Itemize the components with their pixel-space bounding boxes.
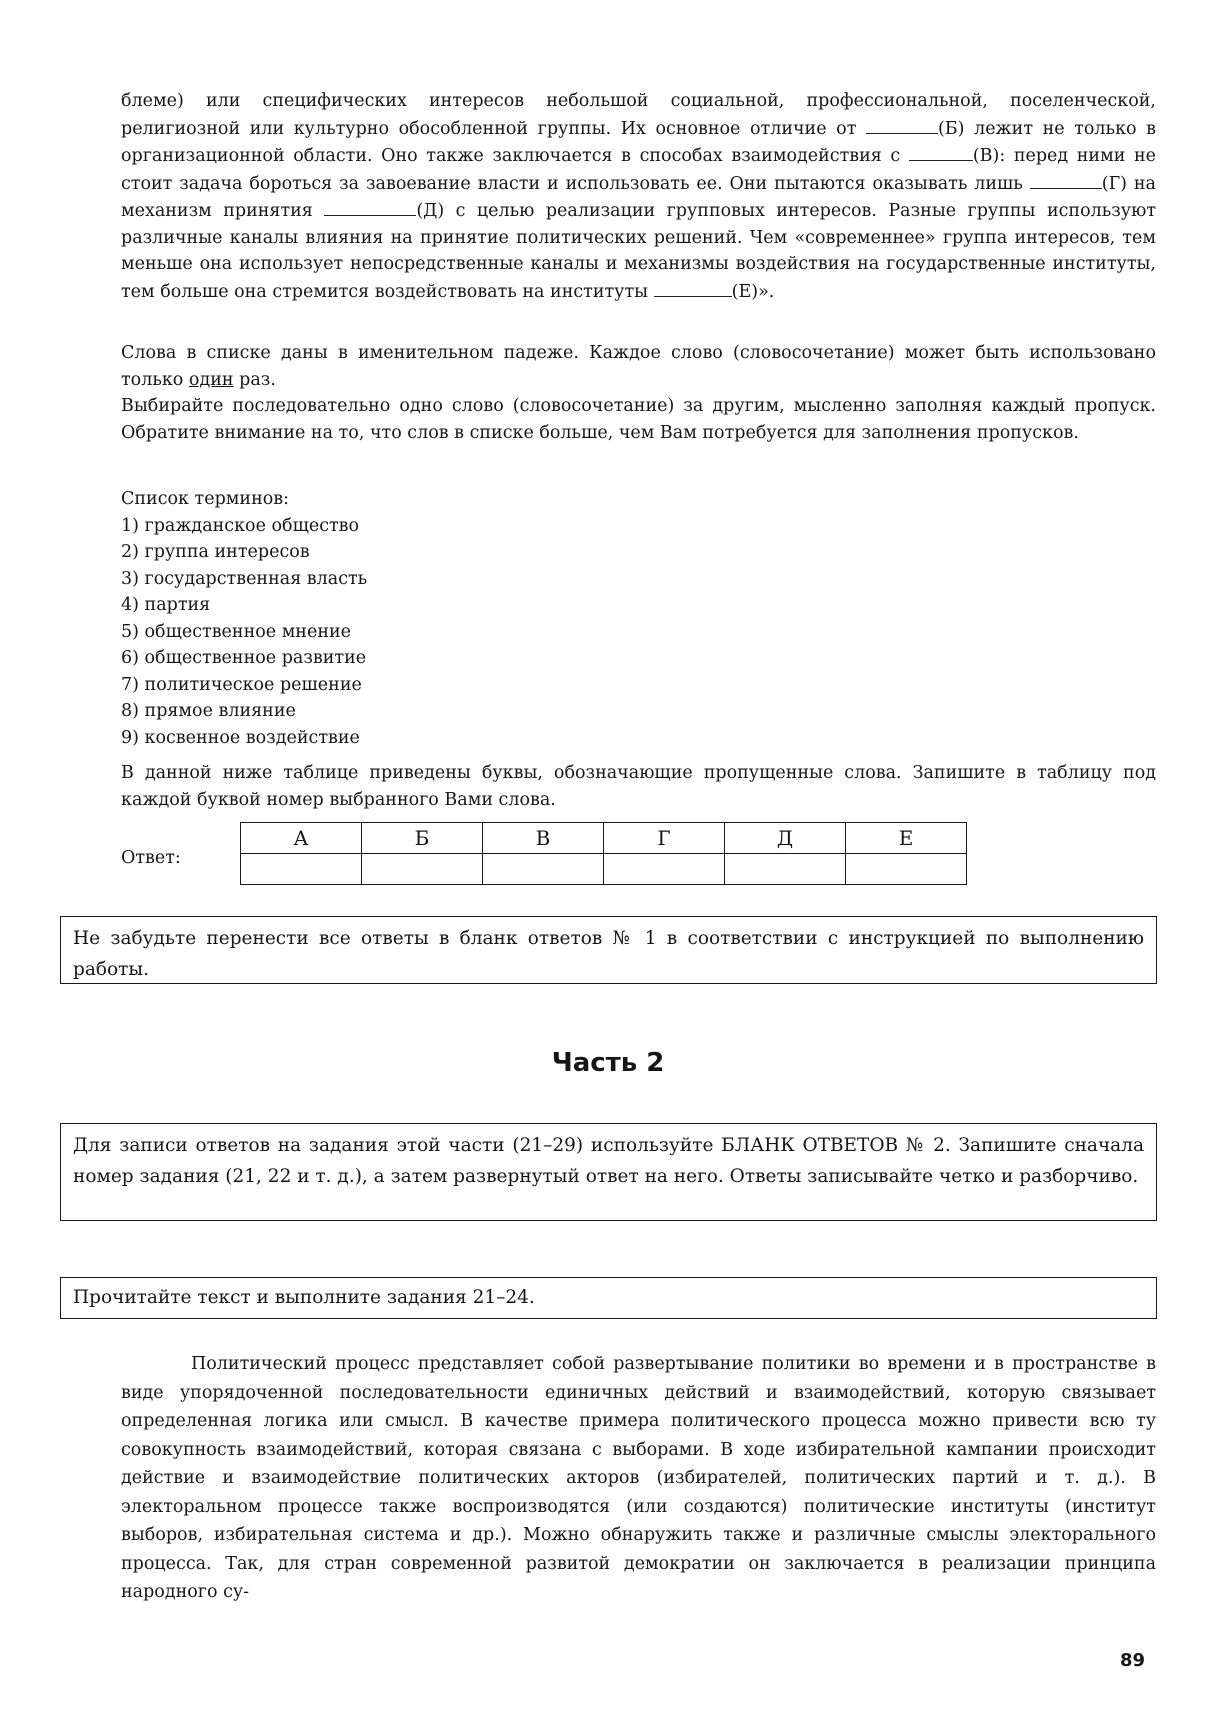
- term-item: 7) политическое решение: [121, 674, 362, 695]
- term-item: 3) государственная власть: [121, 568, 368, 589]
- instructions-paragraph-1: [121, 340, 1156, 393]
- term-item: 5) общественное мнение: [121, 621, 352, 642]
- terms-heading: Список терминов:: [121, 489, 290, 509]
- term-item: 6) общественное развитие: [121, 648, 367, 668]
- intro-text-2: (Б) лежит не только в организационной области. Оно также заключается в способах взаимодействия с: [121, 118, 1156, 166]
- intro-text-5: (Д) с целью реализации групповых интересов. Разные группы используют различные каналы влияния на принятие политических решений. Чем «современнее» группа интересов, тем меньше она использует непосредственные каналы и механизмы воздействия на государственные институты, тем больше она стремится воздействовать на институты: [121, 201, 1157, 302]
- blank-g: [1030, 170, 1102, 189]
- answer-table: [240, 822, 967, 885]
- intro-paragraph: [121, 88, 1156, 305]
- intro-text-4: (Г) на механизм принятия: [121, 173, 1156, 221]
- answer-cell-g[interactable]: [604, 854, 725, 885]
- answer-cell-a[interactable]: [241, 854, 362, 885]
- terms-list: [121, 486, 367, 751]
- term-item: 8) прямое влияние: [121, 701, 296, 721]
- answer-letter-e: Е: [846, 823, 967, 854]
- reminder-box: Не забудьте перенести все ответы в бланк ответов № 1 в соответствии с инструкцией по выполнению работы.: [60, 916, 1157, 984]
- instructions-text: Слова в списке даны в именительном падеже. Каждое слово (словосочетание) может быть использовано только: [121, 343, 1156, 390]
- blank-b: [866, 115, 938, 134]
- part2-instruction-box: Для записи ответов на задания этой части (21–29) используйте БЛАНК ОТВЕТОВ № 2. Запишите сначала номер задания (21, 22 и т. д.), а затем развернутый ответ на него. Ответы записывайте четко и разборчиво.: [60, 1123, 1157, 1221]
- page-number: 89: [1120, 1650, 1146, 1671]
- answer-label: Ответ:: [121, 848, 181, 868]
- answer-cell-b[interactable]: [362, 854, 483, 885]
- blank-d: [324, 197, 416, 216]
- answer-input-row: [241, 854, 967, 885]
- intro-text-1: блеме) или специфических интересов небольшой социальной, профессиональной, поселенческой, религиозной или культурно обособленной группы. Их основное отличие от: [121, 91, 1156, 139]
- answer-letter-a: А: [241, 823, 362, 854]
- term-item: 2) группа интересов: [121, 542, 310, 562]
- instructions-underlined-word: один: [188, 369, 234, 390]
- part-title: Часть 2: [551, 1048, 665, 1078]
- instructions-text-end: раз.: [239, 369, 276, 390]
- intro-text-3: (В): перед ними не стоит задача бороться за завоевание власти и использовать ее. Они пытаются оказывать лишь: [121, 146, 1156, 194]
- term-item: 1) гражданское общество: [121, 515, 360, 536]
- answer-cell-v[interactable]: [483, 854, 604, 885]
- answer-letter-d: Д: [725, 823, 846, 854]
- intro-text-6: (Е)».: [731, 281, 775, 302]
- passage-text: Политический процесс представляет собой развертывание политики во времени и в пространстве в виде упорядоченной последовательности единичных действий и взаимодействий, которую связывает определенная логика или смысл. В качестве примера политического процесса можно привести всю ту совокупность взаимодействий, которая связана с выборами. В ходе избирательной кампании происходит действие и взаимодействие политических акторов (избирателей, политических партий и т. д.). В электоральном процессе также воспроизводятся (или создаются) политические институты (институт выборов, избирательная система и др.). Можно обнаружить также и различные смыслы электорального процесса. Так, для стран современной развитой демократии он заключается в реализации принципа народного су-: [121, 1354, 1156, 1602]
- table-instruction: В данной ниже таблице приведены буквы, обозначающие пропущенные слова. Запишите в таблицу под каждой буквой номер выбранного Вами слова.: [121, 763, 1156, 810]
- blank-e: [654, 278, 732, 297]
- instructions-paragraph-2: Выбирайте последовательно одно слово (словосочетание) за другим, мысленно заполняя каждый пропуск. Обратите внимание на то, что слов в списке больше, чем Вам потребуется для заполнения пропусков.: [121, 396, 1156, 443]
- answer-cell-e[interactable]: [846, 854, 967, 885]
- answer-cell-d[interactable]: [725, 854, 846, 885]
- answer-letter-v: В: [483, 823, 604, 854]
- term-item: 9) косвенное воздействие: [121, 727, 360, 748]
- instructions: [121, 340, 1156, 446]
- term-item: 4) партия: [121, 595, 211, 615]
- answer-letter-b: Б: [362, 823, 483, 854]
- answer-header-row: [241, 823, 967, 854]
- answer-letter-g: Г: [604, 823, 725, 854]
- blank-v: [909, 142, 973, 161]
- read-text-box: Прочитайте текст и выполните задания 21–24.: [60, 1277, 1157, 1319]
